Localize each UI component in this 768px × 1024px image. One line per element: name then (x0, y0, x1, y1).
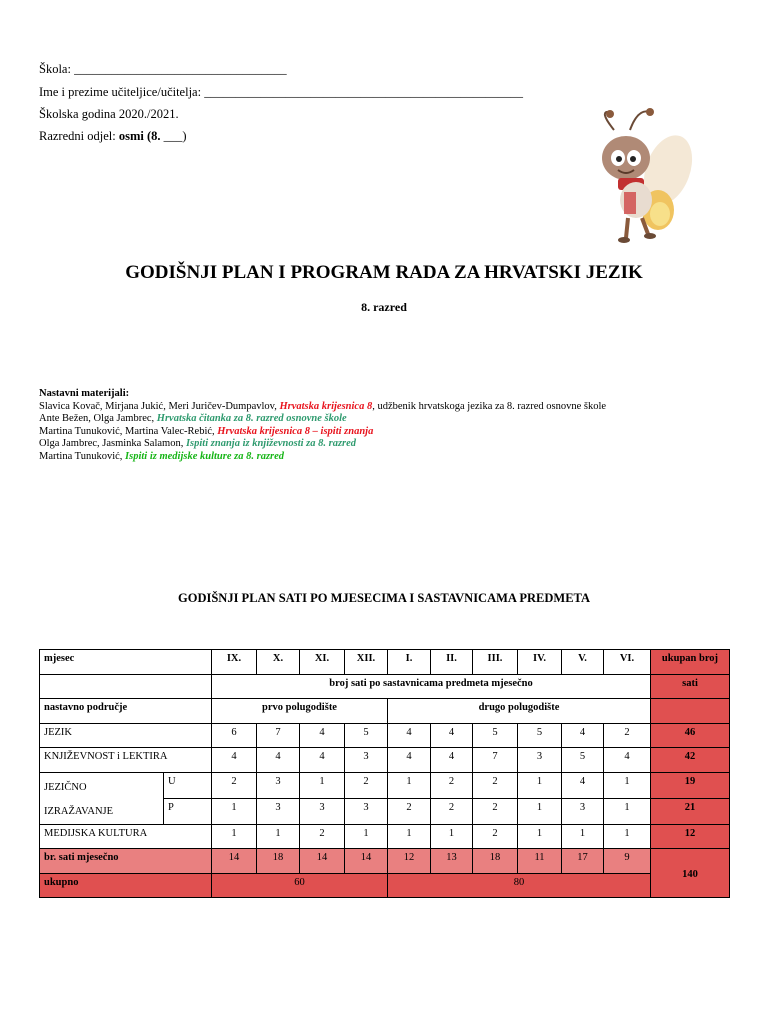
month-header: VI. (604, 650, 651, 675)
cell: 2 (345, 772, 388, 798)
material-book: Hrvatska krijesnica 8 – ispiti znanja (217, 425, 374, 437)
cell: 2 (473, 798, 518, 824)
table-row (40, 873, 730, 898)
cell: 4 (431, 748, 473, 773)
material-book: Ispiti iz medijske kulture za 8. razred (125, 450, 285, 462)
cell: 4 (212, 748, 257, 773)
material-desc: , udžbenik hrvatskoga jezika za 8. razred osnovne škole (372, 400, 607, 412)
section-title: GODIŠNJI PLAN SATI PO MJESECIMA I SASTAVNICAMA PREDMETA (178, 591, 590, 605)
month-header: XI. (300, 650, 345, 675)
sub-label-p: P (164, 798, 212, 824)
school-year: Školska godina 2020./2021. (39, 107, 179, 121)
cell: 7 (257, 723, 300, 748)
class-section-blank: ___) (160, 129, 187, 143)
cell: 3 (562, 798, 604, 824)
material-line (39, 451, 606, 464)
row-total: 46 (651, 723, 730, 748)
table-row (40, 699, 730, 724)
cell: 1 (604, 798, 651, 824)
cell: 1 (518, 772, 562, 798)
subject-area-header: nastavno područje (40, 699, 212, 724)
row-label: KNJIŽEVNOST i LEKTIRA (40, 748, 212, 773)
cell: 17 (562, 849, 604, 874)
month-header: XII. (345, 650, 388, 675)
cell: 2 (473, 772, 518, 798)
row-label: MEDIJSKA KULTURA (40, 824, 212, 849)
materials-heading: Nastavni materijali: (39, 388, 130, 399)
cell: 9 (604, 849, 651, 874)
cell: 1 (300, 772, 345, 798)
table-row (40, 849, 730, 874)
cell: 4 (562, 772, 604, 798)
cell: 5 (473, 723, 518, 748)
cell: 4 (604, 748, 651, 773)
class-section-label: Razredni odjel: (39, 129, 119, 143)
cell: 1 (212, 798, 257, 824)
mjesec-header: mjesec (40, 650, 212, 675)
cell: 14 (212, 849, 257, 874)
material-line (39, 413, 606, 426)
second-term-total: 80 (388, 873, 651, 898)
cell: 3 (257, 772, 300, 798)
ukupno-label: ukupno (40, 873, 212, 898)
cell: 4 (431, 723, 473, 748)
grand-total: 140 (651, 849, 730, 898)
cell: 1 (257, 824, 300, 849)
cell: 4 (300, 723, 345, 748)
cell: 4 (388, 748, 431, 773)
month-header: X. (257, 650, 300, 675)
cell: 12 (388, 849, 431, 874)
cell: 1 (604, 772, 651, 798)
cell: 5 (562, 748, 604, 773)
material-line (39, 401, 606, 414)
cell: 5 (518, 723, 562, 748)
month-header: II. (431, 650, 473, 675)
month-header: IX. (212, 650, 257, 675)
material-book: Hrvatska krijesnica 8 (279, 400, 373, 412)
material-line (39, 438, 606, 451)
second-term-header: drugo polugodište (388, 699, 651, 724)
row-label-izrazavanje (40, 772, 164, 824)
material-authors: Martina Tunuković, (39, 450, 126, 462)
cell: 1 (388, 824, 431, 849)
material-book: Ispiti znanja iz književnosti za 8. razred (185, 438, 357, 449)
row-total: 21 (651, 798, 730, 824)
empty-total-cell (651, 699, 730, 724)
row-total: 42 (651, 748, 730, 773)
class-section-value: osmi (8. (118, 129, 161, 143)
month-header: III. (473, 650, 518, 675)
cell: 3 (518, 748, 562, 773)
cell: 2 (431, 772, 473, 798)
cell: 14 (300, 849, 345, 874)
teacher-line: Ime i prezime učiteljice/učitelja: ___________________________________________________ (39, 85, 523, 99)
cell: 1 (345, 824, 388, 849)
hours-plan-table (39, 649, 730, 898)
material-authors: Slavica Kovač, Mirjana Jukić, Meri Juričev-Dumpavlov, (39, 400, 280, 412)
cell: 1 (604, 824, 651, 849)
cell: 2 (300, 824, 345, 849)
cell: 18 (473, 849, 518, 874)
cell: 1 (562, 824, 604, 849)
class-section (39, 129, 187, 144)
cell: 4 (300, 748, 345, 773)
first-term-header: prvo polugodište (212, 699, 388, 724)
month-header: I. (388, 650, 431, 675)
total-header-2: sati (651, 674, 730, 699)
izrazavanje-line2: IZRAŽAVANJE (44, 805, 114, 817)
cell: 1 (212, 824, 257, 849)
firefly-mascot-image (578, 100, 698, 250)
row-label: JEZIK (40, 723, 212, 748)
grade-subtitle: 8. razred (361, 300, 407, 314)
cell: 1 (518, 824, 562, 849)
school-line: Škola: __________________________________ (39, 62, 287, 76)
row-total: 12 (651, 824, 730, 849)
cell: 2 (604, 723, 651, 748)
cell: 14 (345, 849, 388, 874)
cell: 4 (257, 748, 300, 773)
cell: 1 (388, 772, 431, 798)
teaching-materials (39, 388, 606, 463)
material-authors: Martina Tunuković, Martina Valec-Rebić, (39, 425, 218, 437)
month-header: IV. (518, 650, 562, 675)
cell: 3 (257, 798, 300, 824)
cell: 2 (431, 798, 473, 824)
cell: 5 (345, 723, 388, 748)
cell: 2 (212, 772, 257, 798)
cell: 4 (562, 723, 604, 748)
cell: 11 (518, 849, 562, 874)
hours-per-component-header: broj sati po sastavnicama predmeta mjesečno (212, 674, 651, 699)
row-total: 19 (651, 772, 730, 798)
cell: 1 (431, 824, 473, 849)
cell: 13 (431, 849, 473, 874)
cell: 4 (388, 723, 431, 748)
cell: 7 (473, 748, 518, 773)
monthly-hours-label: br. sati mjesečno (40, 849, 212, 874)
page-title: GODIŠNJI PLAN I PROGRAM RADA ZA HRVATSKI JEZIK (125, 262, 643, 283)
cell: 3 (300, 798, 345, 824)
empty-cell (40, 674, 212, 699)
material-book: Hrvatska čitanka za 8. razred osnovne škole (156, 413, 347, 424)
table-row (40, 674, 730, 699)
table-row (40, 748, 730, 773)
table-row (40, 650, 730, 675)
table-row (40, 772, 730, 798)
table-row (40, 824, 730, 849)
table-row (40, 723, 730, 748)
sub-label-u: U (164, 772, 212, 798)
first-term-total: 60 (212, 873, 388, 898)
cell: 1 (518, 798, 562, 824)
cell: 6 (212, 723, 257, 748)
month-header: V. (562, 650, 604, 675)
material-authors: Ante Bežen, Olga Jambrec, (39, 413, 157, 424)
cell: 3 (345, 748, 388, 773)
izrazavanje-line1: JEZIČNO (44, 781, 87, 793)
material-authors: Olga Jambrec, Jasminka Salamon, (39, 438, 186, 449)
total-header: ukupan broj (651, 650, 730, 675)
cell: 2 (388, 798, 431, 824)
cell: 3 (345, 798, 388, 824)
material-line (39, 426, 606, 439)
cell: 18 (257, 849, 300, 874)
cell: 2 (473, 824, 518, 849)
